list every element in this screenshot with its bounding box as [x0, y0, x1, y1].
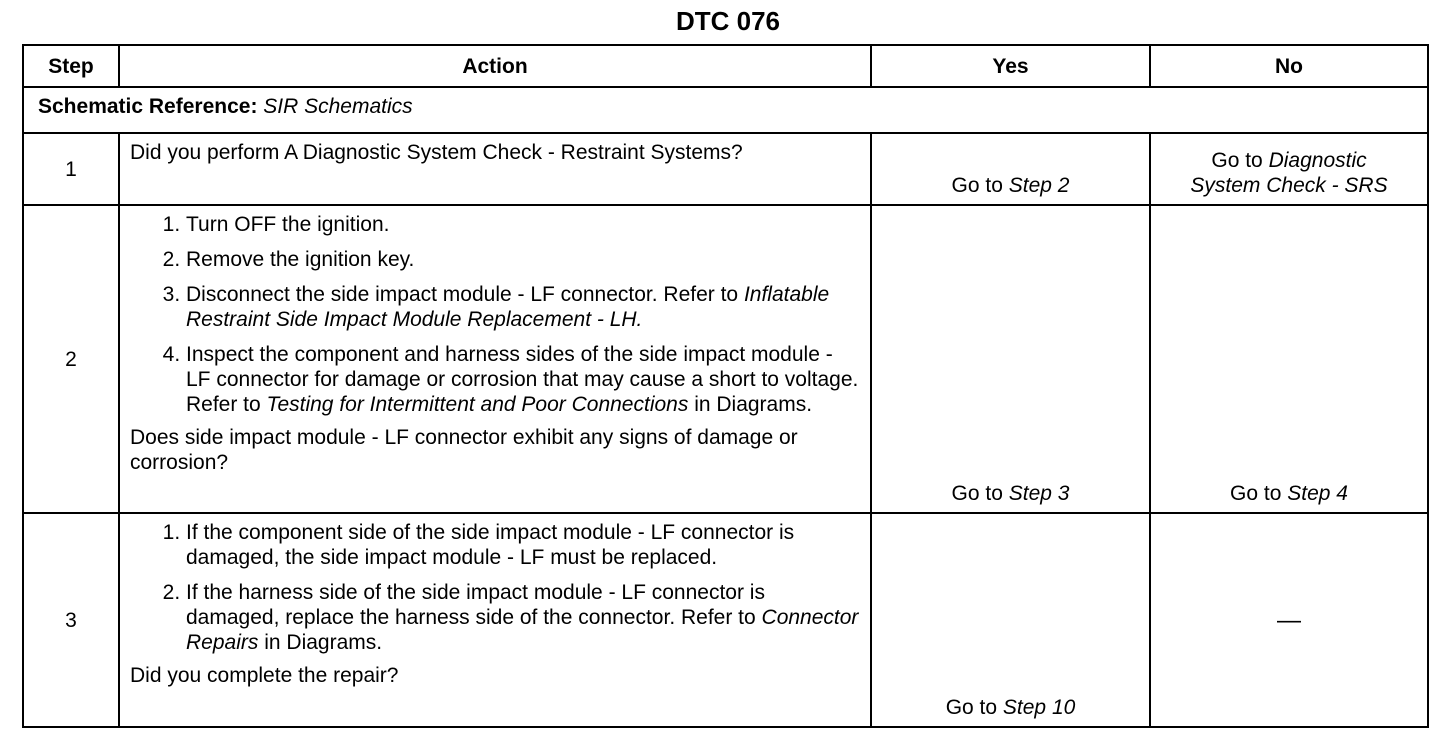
- instruction-list: [130, 212, 860, 417]
- step-number: 2: [23, 205, 119, 513]
- yes-cell: [871, 133, 1150, 205]
- header-step: Step: [23, 45, 119, 87]
- list-item: [186, 212, 860, 237]
- action-cell: [119, 133, 871, 205]
- yes-prefix: Go to: [945, 696, 998, 719]
- instruction-list: [130, 520, 860, 655]
- item-ref-link[interactable]: Testing for Intermittent and Poor Connections: [266, 393, 689, 416]
- step-number: 3: [23, 513, 119, 727]
- table-row: [23, 133, 1428, 205]
- item-ref-link[interactable]: Inflatable Restraint Side Impact Module Replacement - LH.: [186, 283, 830, 331]
- list-item: [186, 520, 860, 570]
- header-action: Action: [119, 45, 871, 87]
- question-text: Did you perform A Diagnostic System Check - Restraint Systems?: [130, 141, 743, 164]
- schematic-reference: [23, 87, 1428, 133]
- step-number: 1: [23, 133, 119, 205]
- list-item: [186, 580, 860, 655]
- action-cell: [119, 513, 871, 727]
- item-text: Turn OFF the ignition.: [186, 213, 390, 236]
- item-text: Disconnect the side impact module - LF connector. Refer to: [186, 283, 739, 306]
- no-prefix: Go to: [1211, 149, 1263, 172]
- page-title: DTC 076: [675, 6, 781, 36]
- schematic-label: Schematic Reference:: [38, 95, 258, 118]
- list-item: [186, 342, 860, 417]
- question-text: Does side impact module - LF connector exhibit any signs of damage or corrosion?: [130, 426, 798, 474]
- header-no: No: [1150, 45, 1428, 87]
- yes-cell: [871, 205, 1150, 513]
- item-suffix: in Diagrams.: [694, 393, 813, 416]
- header-row: [23, 45, 1428, 87]
- yes-step-link[interactable]: Step 3: [1008, 482, 1070, 505]
- no-ref-link-part1[interactable]: Diagnostic: [1268, 149, 1367, 172]
- list-item: [186, 282, 860, 332]
- list-item: [186, 247, 860, 272]
- no-cell: [1150, 205, 1428, 513]
- yes-step-link[interactable]: Step 10: [1002, 696, 1076, 719]
- yes-cell: [871, 513, 1150, 727]
- diagnostic-table: [22, 44, 1429, 728]
- no-cell: [1150, 133, 1428, 205]
- yes-step-link[interactable]: Step 2: [1008, 174, 1070, 197]
- no-step-link[interactable]: Step 4: [1287, 482, 1348, 505]
- header-yes: Yes: [871, 45, 1150, 87]
- item-suffix: in Diagrams.: [264, 631, 383, 654]
- item-text: Remove the ignition key.: [186, 248, 415, 271]
- action-cell: [119, 205, 871, 513]
- table-row: [23, 513, 1428, 727]
- item-text: Inspect the component and harness sides of the side impact module - LF connector for damage or corrosion that may cause a short to voltage. Refer to: [186, 343, 859, 416]
- table-row: [23, 205, 1428, 513]
- yes-prefix: Go to: [951, 482, 1003, 505]
- no-cell-empty: —: [1150, 513, 1428, 727]
- item-text: If the harness side of the side impact module - LF connector is damaged, replace the harness side of the connector. Refer to: [186, 581, 765, 629]
- no-prefix: Go to: [1230, 482, 1282, 505]
- question-text: Did you complete the repair?: [130, 664, 399, 687]
- schematic-link[interactable]: SIR Schematics: [263, 95, 413, 118]
- yes-prefix: Go to: [951, 174, 1003, 197]
- schematic-row: [23, 87, 1428, 133]
- no-ref-link-part2[interactable]: System Check - SRS: [1190, 174, 1388, 197]
- item-ref-link[interactable]: Connector Repairs: [186, 606, 859, 654]
- item-text: If the component side of the side impact module - LF connector is damaged, the side impact module - LF must be replaced.: [186, 521, 795, 569]
